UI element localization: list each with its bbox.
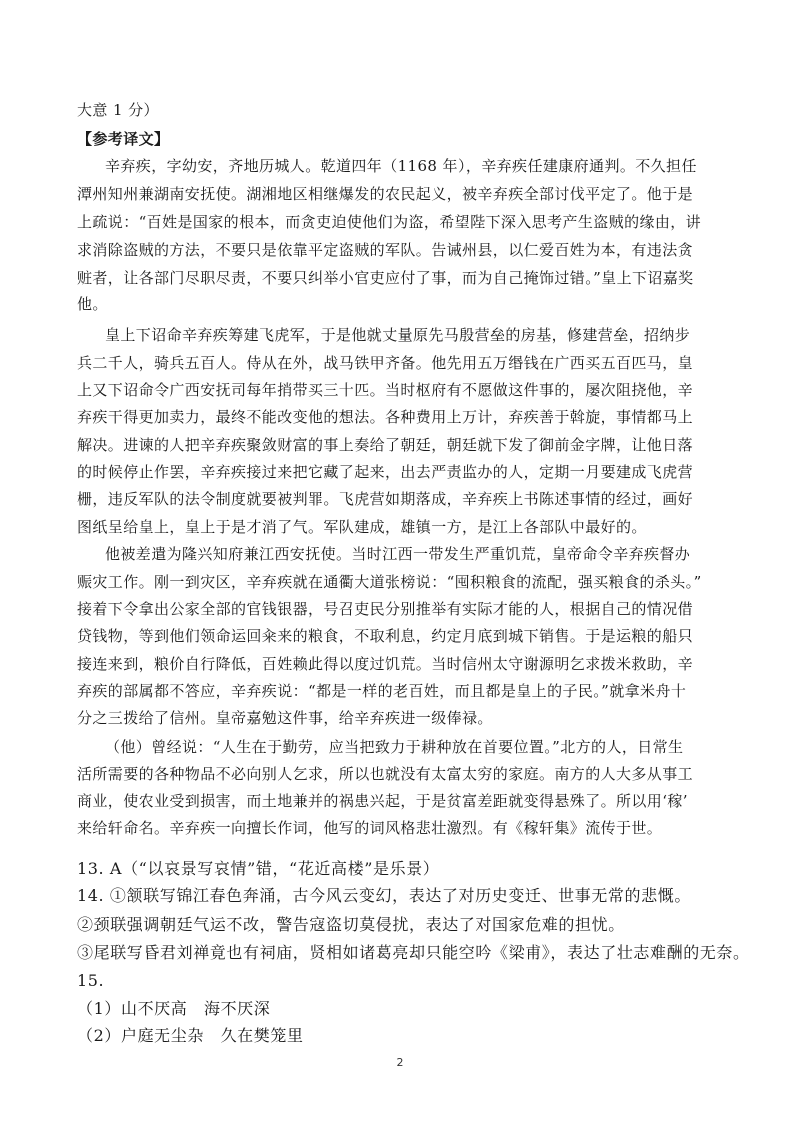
answer-line: ②颈联强调朝廷气运不改，警告寇盗切莫侵扰，表达了对国家危难的担忧。: [77, 915, 625, 934]
text-line: 弃疾干得更加卖力，最终不能改变他的想法。各种费用上万计，弃疾善于斡旋，事情都马上: [77, 408, 694, 426]
answer-line: （2）户庭无尘杂 久在樊笼里: [77, 1026, 304, 1045]
text-line: 皇上下诏命辛弃疾筹建飞虎军，于是他就丈量原先马殷营垒的房基，修建营垒，招纳步: [105, 326, 691, 344]
text-line: 他。: [77, 295, 108, 313]
text-line: 求消除盗贼的方法，不要只是依靠平定盗贼的军队。告诫州县，以仁爱百姓为本，有违法贪: [77, 241, 694, 259]
text-line: 赈灾工作。刚一到灾区，辛弃疾就在通衢大道张榜说：“囤积粮食的流配，强买粮食的杀头。”: [77, 573, 702, 591]
text-line: 他被差遣为隆兴知府兼江西安抚使。当时江西一带发生严重饥荒，皇帝命令辛弃疾督办: [105, 545, 691, 563]
text-line: 解决。进谏的人把辛弃疾聚敛财富的事上奏给了朝廷，朝廷就下发了御前金字牌，让他日落: [77, 436, 694, 454]
answer-line: 13. A（“以哀景写哀情”错，“花近高楼”是乐景）: [77, 859, 440, 878]
section-heading: 【参考译文】: [77, 130, 170, 148]
text-line: （他）曾经说：“人生在于勤劳，应当把致力于耕种放在首要位置。”北方的人，日常生: [105, 738, 684, 756]
text-line: 贷钱物，等到他们领命运回籴来的粮食，不取利息，约定月底到城下销售。于是运粮的船只: [77, 627, 694, 645]
text-line: 图纸呈给皇上，皇上于是才消了气。军队建成，雄镇一方，是江上各部队中最好的。: [77, 518, 647, 536]
text-line: 兵二千人，骑兵五百人。侍从在外，战马铁甲齐备。他先用五万缗钱在广西买五百匹马，皇: [77, 354, 694, 372]
text-line: 接连来到，粮价自行降低，百姓赖此得以度过饥荒。当时信州太守谢源明乞求拨米救助，辛: [77, 655, 694, 673]
answer-line: 15.: [77, 971, 105, 990]
text-line: 潭州知州兼湖南安抚使。湖湘地区相继爆发的农民起义，被辛弃疾全部讨伐平定了。他于是: [77, 185, 694, 203]
text-line: 活所需要的各种物品不必向别人乞求，所以也就没有太富太穷的家庭。南方的人大多从事工: [77, 765, 694, 783]
text-line: 上又下诏命令广西安抚司每年捎带买三十匹。当时枢府有不愿做这件事的，屡次阻挠他，辛: [77, 381, 694, 399]
answer-line: （1）山不厌高 海不厌深: [77, 999, 271, 1018]
text-line: 的时候停止作罢，辛弃疾接过来把它藏了起来，出去严责监办的人，定期一月要建成飞虎营: [77, 463, 694, 481]
text-line: 来给轩命名。辛弃疾一向擅长作词，他写的词风格悲壮激烈。有《稼轩集》流传于世。: [77, 819, 663, 837]
text-line: 弃疾的部属都不答应，辛弃疾说：“都是一样的老百姓，而且都是皇上的子民。”就拿米舟十: [77, 682, 687, 700]
text-line: 分之三拨给了信州。皇帝嘉勉这件事，给辛弃疾进一级俸禄。: [77, 709, 493, 727]
answer-line: ③尾联写昏君刘禅竟也有祠庙，贤相如诸葛亮却只能空吟《梁甫》，表达了壮志难酬的无奈。: [77, 943, 750, 962]
text-line: 上疏说：“百姓是国家的根本，而贪吏迫使他们为盗，希望陛下深入思考产生盗贼的缘由，讲: [77, 213, 702, 231]
text-line: 栅，违反军队的法令制度就要被判罪。飞虎营如期落成，辛弃疾上书陈述事情的经过，画好: [77, 490, 694, 508]
answer-line: 14. ①颔联写锦江春色奔涌，古今风云变幻，表达了对历史变迁、世事无常的悲慨。: [77, 886, 691, 905]
page-number: 2: [396, 1056, 404, 1069]
text-line: 辛弃疾，字幼安，齐地历城人。乾道四年（1168 年），辛弃疾任建康府通判。不久担任: [105, 157, 697, 175]
text-line: 商业，使农业受到损害，而土地兼并的祸患兴起，于是贫富差距就变得悬殊了。所以用‘稼’: [77, 792, 688, 810]
text-line: 大意 1 分）: [77, 101, 159, 119]
text-line: 接着下令拿出公家全部的官钱银器，号召吏民分别推举有实际才能的人，根据自己的情况借: [77, 600, 694, 618]
text-line: 赃者，让各部门尽职尽责，不要只纠举小官吏应付了事，而为自己掩饰过错。”皇上下诏嘉奖: [77, 269, 694, 287]
